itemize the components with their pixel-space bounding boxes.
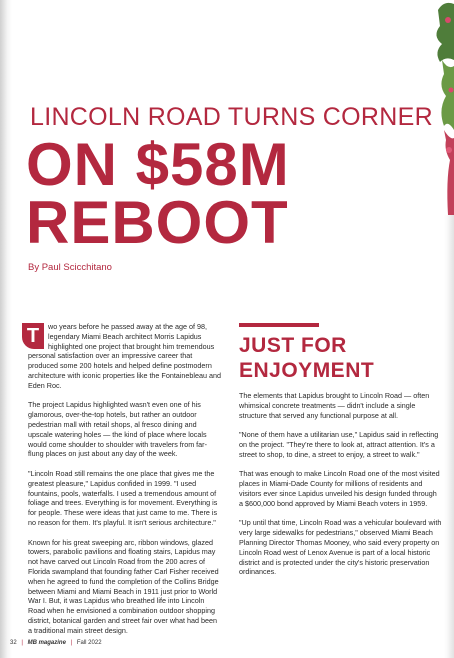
section-rule xyxy=(239,323,319,327)
drop-cap: T xyxy=(22,323,44,349)
paragraph: "None of them have a utilitarian use," Lapidus said in reflecting on the project. "They're there to look at, attract attention. It's a street to shop, to dine, a street to enjoy, a street to walk." xyxy=(239,430,439,459)
paragraph-text: wo years before he passed away at the age of 98, legendary Miami Beach architect Morris Lapidus highlighted one project that brought him tremendous personal satisfaction over an impressive career that produced some 200 hotels and helped define postmodern architecture with iconic properties like the Fontainebleau and Eden Roc. xyxy=(28,322,221,390)
byline: By Paul Scicchitano xyxy=(28,262,112,273)
paragraph: "Up until that time, Lincoln Road was a vehicular boulevard with very large sidewalks for pedestrians," observed Miami Beach Planning Director Thomas Mooney, who said every property on Lincoln Road west of Lenox Avenue is part of a local historic district and is protected under the city's historic preservation ordinances. xyxy=(239,518,442,577)
footer-separator: | xyxy=(21,640,23,646)
article-column-left xyxy=(28,322,221,645)
issue-date: Fall 2022 xyxy=(76,640,102,646)
article-column-right xyxy=(239,391,442,587)
headline-line-1: ON $58M xyxy=(26,131,290,198)
magazine-name: MB magazine xyxy=(27,640,66,646)
paragraph: "Lincoln Road still remains the one place that gives me the greatest pleasure," Lapidus confided in 1999. "I used fountains, pools, waterfalls. I used a tremendous amount of foliage and trees. Everything is for movement. Everything is for people. These were ideas that just came to me. There is no reason for them. It's playful. It isn't serious architecture." xyxy=(28,468,218,527)
section-heading-line-1: JUST FOR xyxy=(239,334,347,357)
headline-kicker: LINCOLN ROAD TURNS CORNER xyxy=(30,103,433,131)
page-footer xyxy=(10,640,102,646)
section-heading-line-2: ENJOYMENT xyxy=(239,359,375,382)
page-title xyxy=(26,131,290,256)
page-number: 32 xyxy=(10,640,17,646)
page-gutter-shadow xyxy=(0,0,12,658)
section-heading xyxy=(239,333,374,383)
footer-separator: | xyxy=(70,640,73,646)
paragraph: The project Lapidus highlighted wasn't even one of his glamorous, over-the-top hotels, but rather an outdoor pedestrian mall with retail shops, al fresco dining and upscale watering holes — the kind of place where locals would come shoulder to shoulder with travelers from far-flung places on just about any day of the week. xyxy=(28,400,207,459)
paragraph: That was enough to make Lincoln Road one of the most visited places in Miami-Dade County for millions of residents and visitors ever since Lapidus unveiled his design funded through a $600,000 bond approved by Miami Beach voters in 1959. xyxy=(239,469,440,508)
paragraph: Known for his great sweeping arc, ribbon windows, glazed towers, parabolic pavilions and floating stairs, Lapidus may not have carved out Lincoln Road from the 200 acres of Florida swampland that founding father Carl Fisher received when he agreed to fund the completion of the Collins Bridge between Miami and Miami Beach in 1911 just prior to World War I. But, it was Lapidus who breathed life into Lincoln Road when he envisioned a combination outdoor shopping district, botanical garden and street fair over what had been a traditional main street design. xyxy=(28,537,219,635)
paragraph xyxy=(28,322,221,391)
headline-line-2: REBOOT xyxy=(26,189,289,256)
paragraph: The elements that Lapidus brought to Lincoln Road — often whimsical concrete treatments — didn't include a single structure that served any functional purpose at all. xyxy=(239,391,430,420)
